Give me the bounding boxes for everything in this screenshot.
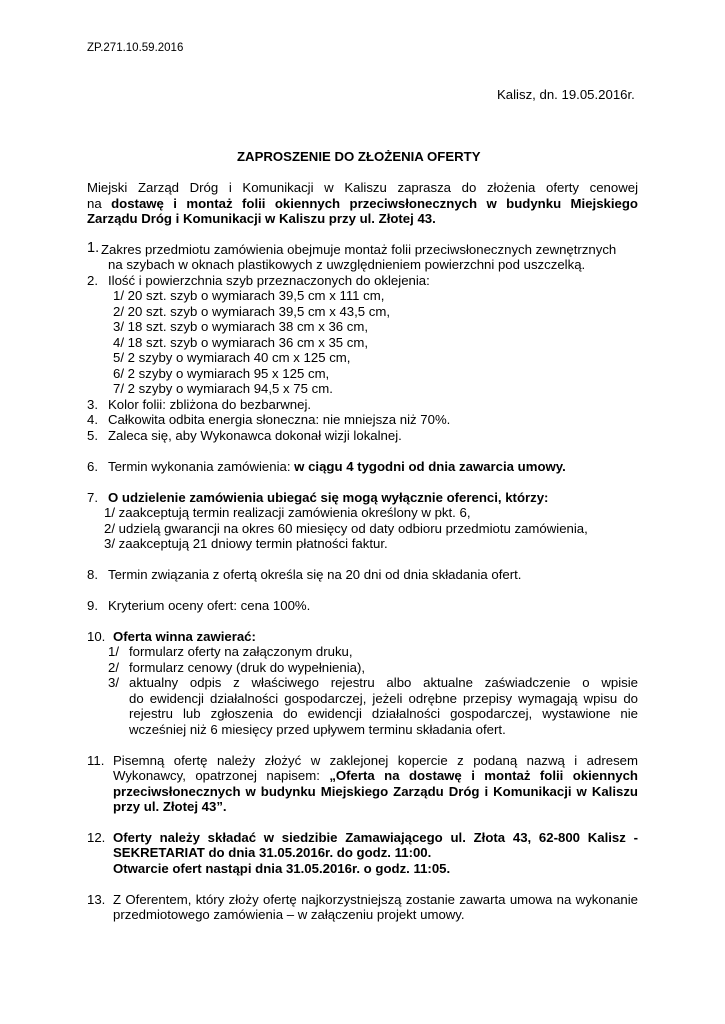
intro-line-1: Miejski Zarząd Dróg i Komunikacji w Kaliszu zaprasza do złożenia oferty cenowej <box>87 180 638 195</box>
item-3-text: Kolor folii: zbliżona do bezbarwnej. <box>108 397 312 412</box>
item-12-line-1: Oferty należy składać w siedzibie Zamawiającego ul. Złota 43, 62-800 Kalisz - <box>113 830 638 845</box>
item-1-line-1: Zakres przedmiotu zamówienia obejmuje montaż folii przeciwsłonecznych zewnętrznych <box>101 242 617 257</box>
item-2-sub: 6/ 2 szyby o wymiarach 95 x 125 cm, <box>113 366 330 381</box>
item-2-sub: 4/ 18 szt. szyb o wymiarach 36 cm x 35 cm, <box>113 335 369 350</box>
item-10-sub-text: formularz cenowy (druk do wypełnienia), <box>129 660 366 675</box>
item-10-sub-number: 3/ <box>108 675 119 690</box>
item-7-sub: 1/ zaakceptują termin realizacji zamówienia określony w pkt. 6, <box>104 505 471 520</box>
item-1-line-2: na szybach w oknach plastikowych z uwzględnieniem powierzchni pod uszczelką. <box>108 257 586 272</box>
item-2-sub: 5/ 2 szyby o wymiarach 40 cm x 125 cm, <box>113 350 351 365</box>
item-13-number: 13. <box>87 892 106 907</box>
item-4-text: Całkowita odbita energia słoneczna: nie mniejsza niż 70%. <box>108 412 451 427</box>
intro-line-3: Zarządu Dróg i Komunikacji w Kaliszu przy ul. Złotej 43. <box>87 211 436 226</box>
item-10-sub-text: wcześniej niż 6 miesięcy przed upływem terminu składania ofert. <box>129 722 506 737</box>
item-1-number: 1. <box>87 240 100 256</box>
item-10-sub-text: formularz oferty na załączonym druku, <box>129 644 353 659</box>
item-10-number: 10. <box>87 629 106 644</box>
item-11-line-4: przy ul. Złotej 43”. <box>113 799 227 814</box>
item-5-number: 5. <box>87 428 98 443</box>
item-6-number: 6. <box>87 459 98 474</box>
item-5-text: Zaleca się, aby Wykonawca dokonał wizji lokalnej. <box>108 428 402 443</box>
item-2-sub: 7/ 2 szyby o wymiarach 94,5 x 75 cm. <box>113 381 333 396</box>
item-12-line-3: Otwarcie ofert nastąpi dnia 31.05.2016r. o godz. 11:05. <box>113 861 451 876</box>
item-11-number: 11. <box>87 753 105 768</box>
item-10-text: Oferta winna zawierać: <box>113 629 256 644</box>
item-11-line-1: Pisemną ofertę należy złożyć w zaklejonej kopercie z podaną nazwą i adresem <box>113 753 638 768</box>
item-10-sub-text: do ewidencji działalności gospodarczej, jeżeli odrębne przepisy wymagają wpisu do <box>129 691 638 706</box>
item-9-text: Kryterium oceny ofert: cena 100%. <box>108 598 311 613</box>
place-date: Kalisz, dn. 19.05.2016r. <box>497 87 635 102</box>
document-title: ZAPROSZENIE DO ZŁOŻENIA OFERTY <box>237 149 481 164</box>
item-9-number: 9. <box>87 598 98 613</box>
item-10-sub-number: 1/ <box>108 644 119 659</box>
item-11-line-3: przeciwsłonecznych w budynku Miejskiego Zarządu Dróg i Komunikacji w Kaliszu <box>113 784 638 799</box>
item-3-number: 3. <box>87 397 98 412</box>
item-13-line-2: przedmiotowego zamówienia – w załączeniu projekt umowy. <box>113 907 465 922</box>
item-12-line-2: SEKRETARIAT do dnia 31.05.2016r. do godz. 11:00. <box>113 845 432 860</box>
intro-line-2: na dostawę i montaż folii okiennych przeciwsłonecznych w budynku Miejskiego <box>87 196 638 211</box>
item-11-line-2: Wykonawcy, opatrzonej napisem: „Oferta na dostawę i montaż folii okiennych <box>113 768 638 783</box>
item-12-number: 12. <box>87 830 106 845</box>
item-2-number: 2. <box>87 273 98 288</box>
item-7-text: O udzielenie zamówienia ubiegać się mogą wyłącznie oferenci, którzy: <box>108 490 549 505</box>
item-7-number: 7. <box>87 490 98 505</box>
reference-number: ZP.271.10.59.2016 <box>87 42 184 54</box>
item-4-number: 4. <box>87 412 98 427</box>
item-2-sub: 2/ 20 szt. szyb o wymiarach 39,5 cm x 43,5 cm, <box>113 304 391 319</box>
item-2-sub: 3/ 18 szt. szyb o wymiarach 38 cm x 36 cm, <box>113 319 369 334</box>
item-8-number: 8. <box>87 567 98 582</box>
item-10-sub-number: 2/ <box>108 660 119 675</box>
item-13-line-1: Z Oferentem, który złoży ofertę najkorzystniejszą zostanie zawarta umowa na wykonanie <box>113 892 638 907</box>
item-10-sub-text: aktualny odpis z właściwego rejestru albo aktualne zaświadczenie o wpisie <box>129 675 638 690</box>
item-2-text: Ilość i powierzchnia szyb przeznaczonych do oklejenia: <box>108 273 430 288</box>
item-6-text: Termin wykonania zamówienia: w ciągu 4 tygodni od dnia zawarcia umowy. <box>108 459 566 474</box>
item-8-text: Termin związania z ofertą określa się na 20 dni od dnia składania ofert. <box>108 567 522 582</box>
item-7-sub: 3/ zaakceptują 21 dniowy termin płatności faktur. <box>104 536 388 551</box>
item-2-sub: 1/ 20 szt. szyb o wymiarach 39,5 cm x 111 cm, <box>113 288 385 303</box>
item-7-sub: 2/ udzielą gwarancji na okres 60 miesięcy od daty odbioru przedmiotu zamówienia, <box>104 521 588 536</box>
item-10-sub-text: rejestru lub zgłoszenia do ewidencji działalności gospodarczej, wystawione nie <box>129 706 638 721</box>
